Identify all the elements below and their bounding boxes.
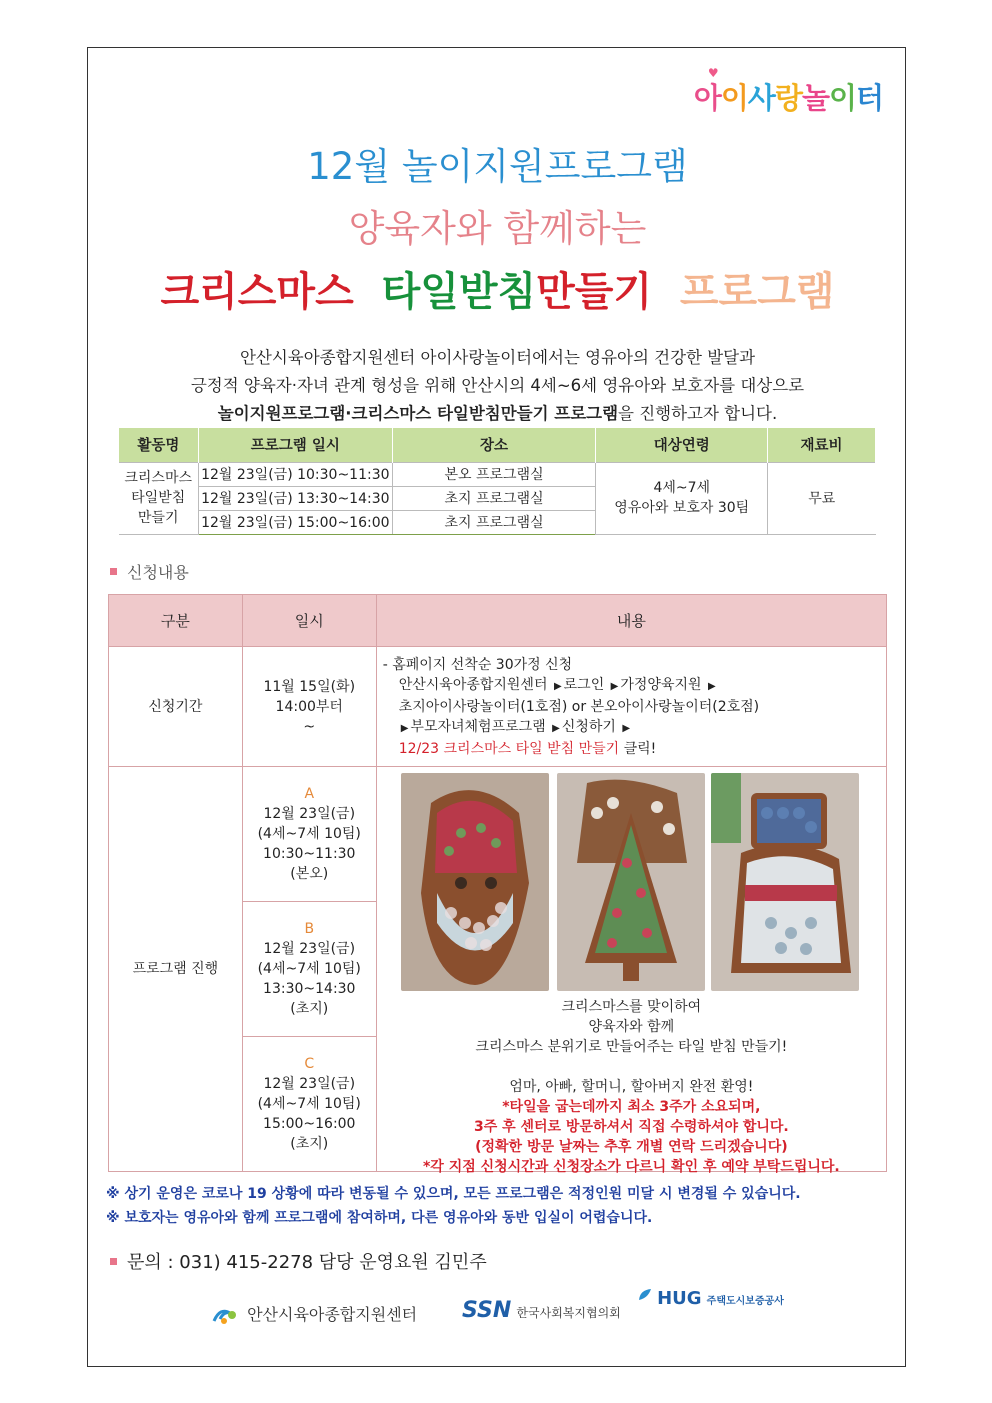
slot-b bbox=[242, 902, 376, 1037]
title-part-christmas: 크리스마스 bbox=[160, 269, 354, 315]
apply-step-3 bbox=[383, 697, 880, 717]
intro-paragraph bbox=[88, 344, 907, 428]
notes bbox=[106, 1182, 801, 1230]
step-text: 가정양육지원 bbox=[620, 676, 702, 693]
slot-place: (본오) bbox=[290, 866, 329, 882]
step-text: 클릭! bbox=[619, 740, 657, 757]
slot-date: 12월 23일(금) bbox=[263, 941, 356, 957]
slot-place: (초지) bbox=[290, 1001, 329, 1017]
triangle-right-icon: ▶ bbox=[622, 722, 631, 734]
slot-age: (4세~7세 10팀) bbox=[257, 1096, 361, 1112]
header-datetime: 일시 bbox=[242, 595, 376, 647]
header-activity: 활동명 bbox=[119, 428, 199, 462]
table-row-place: 초지 프로그램실 bbox=[392, 510, 596, 534]
section-label: 신청내용 bbox=[127, 563, 189, 582]
slot-date: 12월 23일(금) bbox=[263, 806, 356, 822]
age-line-2: 영유아와 보호자 30팀 bbox=[614, 500, 750, 516]
title-part-program: 프로그램 bbox=[679, 269, 835, 315]
apply-step-5 bbox=[383, 739, 880, 759]
target-age bbox=[596, 462, 768, 534]
warning-line-2: 3주 후 센터로 방문하셔서 직접 수령하셔야 합니다. bbox=[473, 1119, 789, 1135]
org1-name: 안산시육아종합지원센터 bbox=[247, 1305, 418, 1324]
desc-line-1: 크리스마스를 맞이하여 bbox=[561, 999, 702, 1015]
activity-line-3: 만들기 bbox=[137, 510, 179, 526]
ssn-mark: SSN bbox=[462, 1298, 512, 1323]
program-description bbox=[377, 997, 886, 1177]
section-heading bbox=[110, 560, 189, 583]
ansan-center-logo bbox=[210, 1302, 417, 1327]
intro-bold: 놀이지원프로그램·크리스마스 타일받침만들기 프로그램 bbox=[217, 404, 619, 423]
triangle-right-icon: ▶ bbox=[610, 680, 619, 692]
activity-line-1: 크리스마스 bbox=[124, 470, 192, 486]
warning-line-1: *타일을 굽는데까지 최소 3주가 소요되며, bbox=[502, 1099, 761, 1115]
activity-name bbox=[119, 462, 199, 534]
title-line-2: 양육자와 함께하는 bbox=[348, 207, 647, 250]
apply-content bbox=[376, 647, 886, 767]
square-bullet-icon bbox=[110, 1258, 117, 1265]
table-row-time: 12월 23일(금) 10:30~11:30 bbox=[198, 462, 392, 486]
desc-line-2: 양육자와 함께 bbox=[588, 1019, 675, 1035]
table-row-time: 12월 23일(금) 13:30~14:30 bbox=[198, 486, 392, 510]
contact-line bbox=[110, 1248, 487, 1274]
program-link-text: 12/23 크리스마스 타일 받침 만들기 bbox=[398, 740, 620, 757]
poster-page bbox=[87, 47, 906, 1367]
heart-icon: ♥ bbox=[707, 66, 718, 80]
apply-date bbox=[242, 647, 376, 767]
desc-line-4: 엄마, 아빠, 할머니, 할아버지 완전 환영! bbox=[509, 1079, 754, 1095]
slot-date: 12월 23일(금) bbox=[263, 1076, 356, 1092]
apply-step-4 bbox=[383, 717, 880, 739]
slot-age: (4세~7세 10팀) bbox=[257, 961, 361, 977]
footer-logos bbox=[88, 1288, 907, 1332]
slot-time: 10:30~11:30 bbox=[263, 846, 356, 862]
apply-date-line-3: ~ bbox=[303, 718, 316, 735]
slot-letter: A bbox=[304, 786, 315, 802]
intro-line-2: 긍정적 양육자·자녀 관계 형성을 위해 안산시의 4세~6세 영유아와 보호자를 대상으로 bbox=[190, 376, 805, 395]
step-text: 초지아이사랑놀이터(1호점) or 본오아이사랑놀이터(2호점) bbox=[398, 698, 760, 715]
material-fee: 무료 bbox=[768, 462, 876, 534]
hug-logo bbox=[638, 1288, 784, 1309]
intro-line-3 bbox=[88, 400, 907, 428]
table-row-place: 본오 프로그램실 bbox=[392, 462, 596, 486]
logo-char: 터 bbox=[855, 81, 883, 115]
snowman-tile-photo bbox=[711, 773, 859, 991]
spacer bbox=[377, 1057, 886, 1077]
note-1: ※ 상기 운영은 코로나 19 상황에 따라 변동될 수 있으며, 모든 프로그램은 적정인원 미달 시 변경될 수 있습니다. bbox=[106, 1186, 801, 1202]
table-row-time: 12월 23일(금) 15:00~16:00 bbox=[198, 510, 392, 534]
apply-step-2 bbox=[383, 675, 880, 697]
slot-place: (초지) bbox=[290, 1136, 329, 1152]
apply-date-line-1: 11월 15일(화) bbox=[263, 678, 356, 695]
title-part-make: 만들기 bbox=[536, 269, 653, 315]
title-line-1: 12월 놀이지원프로그램 bbox=[307, 145, 688, 188]
apply-step-1: - 홈페이지 선착순 30가정 신청 bbox=[382, 656, 573, 673]
step-text: 부모자녀체험프로그램 bbox=[410, 718, 546, 735]
logo-char: 놀 bbox=[801, 81, 829, 115]
warning-line-3: (정확한 방문 날짜는 추후 개별 연락 드리겠습니다) bbox=[475, 1139, 788, 1155]
step-text: 로그인 bbox=[563, 676, 605, 693]
logo-text bbox=[694, 76, 883, 117]
triangle-right-icon: ▶ bbox=[553, 680, 562, 692]
slot-letter: B bbox=[304, 921, 315, 937]
slot-time: 13:30~14:30 bbox=[263, 981, 356, 997]
header-place: 장소 bbox=[392, 428, 596, 462]
program-label: 프로그램 진행 bbox=[109, 767, 243, 1172]
header-age: 대상연령 bbox=[596, 428, 768, 462]
intro-rest: 을 진행하고자 합니다. bbox=[618, 404, 778, 423]
header-content: 내용 bbox=[376, 595, 886, 647]
logo-char: 이 bbox=[828, 81, 856, 115]
summary-table bbox=[118, 428, 876, 535]
logo-char: 아 bbox=[693, 81, 721, 115]
slot-c bbox=[242, 1037, 376, 1172]
warning-line-4: *각 지점 신청시간과 신청장소가 다르니 확인 후 예약 부탁드립니다. bbox=[422, 1159, 840, 1175]
aisarang-logo bbox=[693, 66, 883, 117]
title-part-tile: 타일받침 bbox=[381, 269, 537, 315]
square-bullet-icon bbox=[110, 568, 117, 575]
step-text: 신청하기 bbox=[561, 718, 616, 735]
triangle-right-icon: ▶ bbox=[552, 722, 560, 734]
triangle-right-icon: ▶ bbox=[707, 680, 716, 692]
slot-time: 15:00~16:00 bbox=[263, 1116, 356, 1132]
slot-a bbox=[242, 767, 376, 902]
hug-mark: HUG bbox=[657, 1288, 702, 1309]
age-line-1: 4세~7세 bbox=[653, 480, 711, 496]
desc-line-3: 크리스마스 분위기로 만들어주는 타일 받침 만들기! bbox=[475, 1039, 788, 1055]
program-content bbox=[376, 767, 886, 1175]
table-row-place: 초지 프로그램실 bbox=[392, 486, 596, 510]
org2-name: 한국사회복지협의회 bbox=[516, 1306, 621, 1320]
slot-age: (4세~7세 10팀) bbox=[257, 826, 361, 842]
title-line-3 bbox=[88, 260, 907, 317]
logo-char: 이 bbox=[720, 81, 748, 115]
tree-tile-photo bbox=[557, 773, 705, 991]
intro-line-1: 안산시육아종합지원센터 아이사랑놀이터에서는 영유아의 건강한 발달과 bbox=[239, 348, 756, 367]
header-category: 구분 bbox=[109, 595, 243, 647]
logo-char: 랑 bbox=[774, 81, 802, 115]
detail-table bbox=[108, 594, 887, 1175]
photo-strip bbox=[377, 767, 886, 1027]
slot-letter: C bbox=[304, 1056, 315, 1072]
ansan-swirl-icon bbox=[210, 1305, 242, 1327]
apply-date-line-2: 14:00부터 bbox=[275, 698, 343, 715]
step-text: 안산시육아종합지원센터 bbox=[398, 676, 548, 693]
hug-leaf-icon bbox=[638, 1288, 652, 1302]
activity-line-2: 타일받침 bbox=[131, 490, 186, 506]
org3-name: 주택도시보증공사 bbox=[706, 1296, 784, 1307]
santa-tile-photo bbox=[401, 773, 549, 991]
header-fee: 재료비 bbox=[768, 428, 876, 462]
note-2: ※ 보호자는 영유아와 함께 프로그램에 참여하며, 다른 영유아와 동반 입실이 어렵습니다. bbox=[106, 1210, 653, 1226]
triangle-right-icon: ▶ bbox=[400, 722, 409, 734]
contact-text: 문의 : 031) 415-2278 담당 운영요원 김민주 bbox=[127, 1252, 487, 1273]
logo-char: 사 bbox=[747, 81, 775, 115]
ssn-logo bbox=[462, 1298, 621, 1323]
header-time: 프로그램 일시 bbox=[198, 428, 392, 462]
apply-label: 신청기간 bbox=[109, 647, 243, 767]
